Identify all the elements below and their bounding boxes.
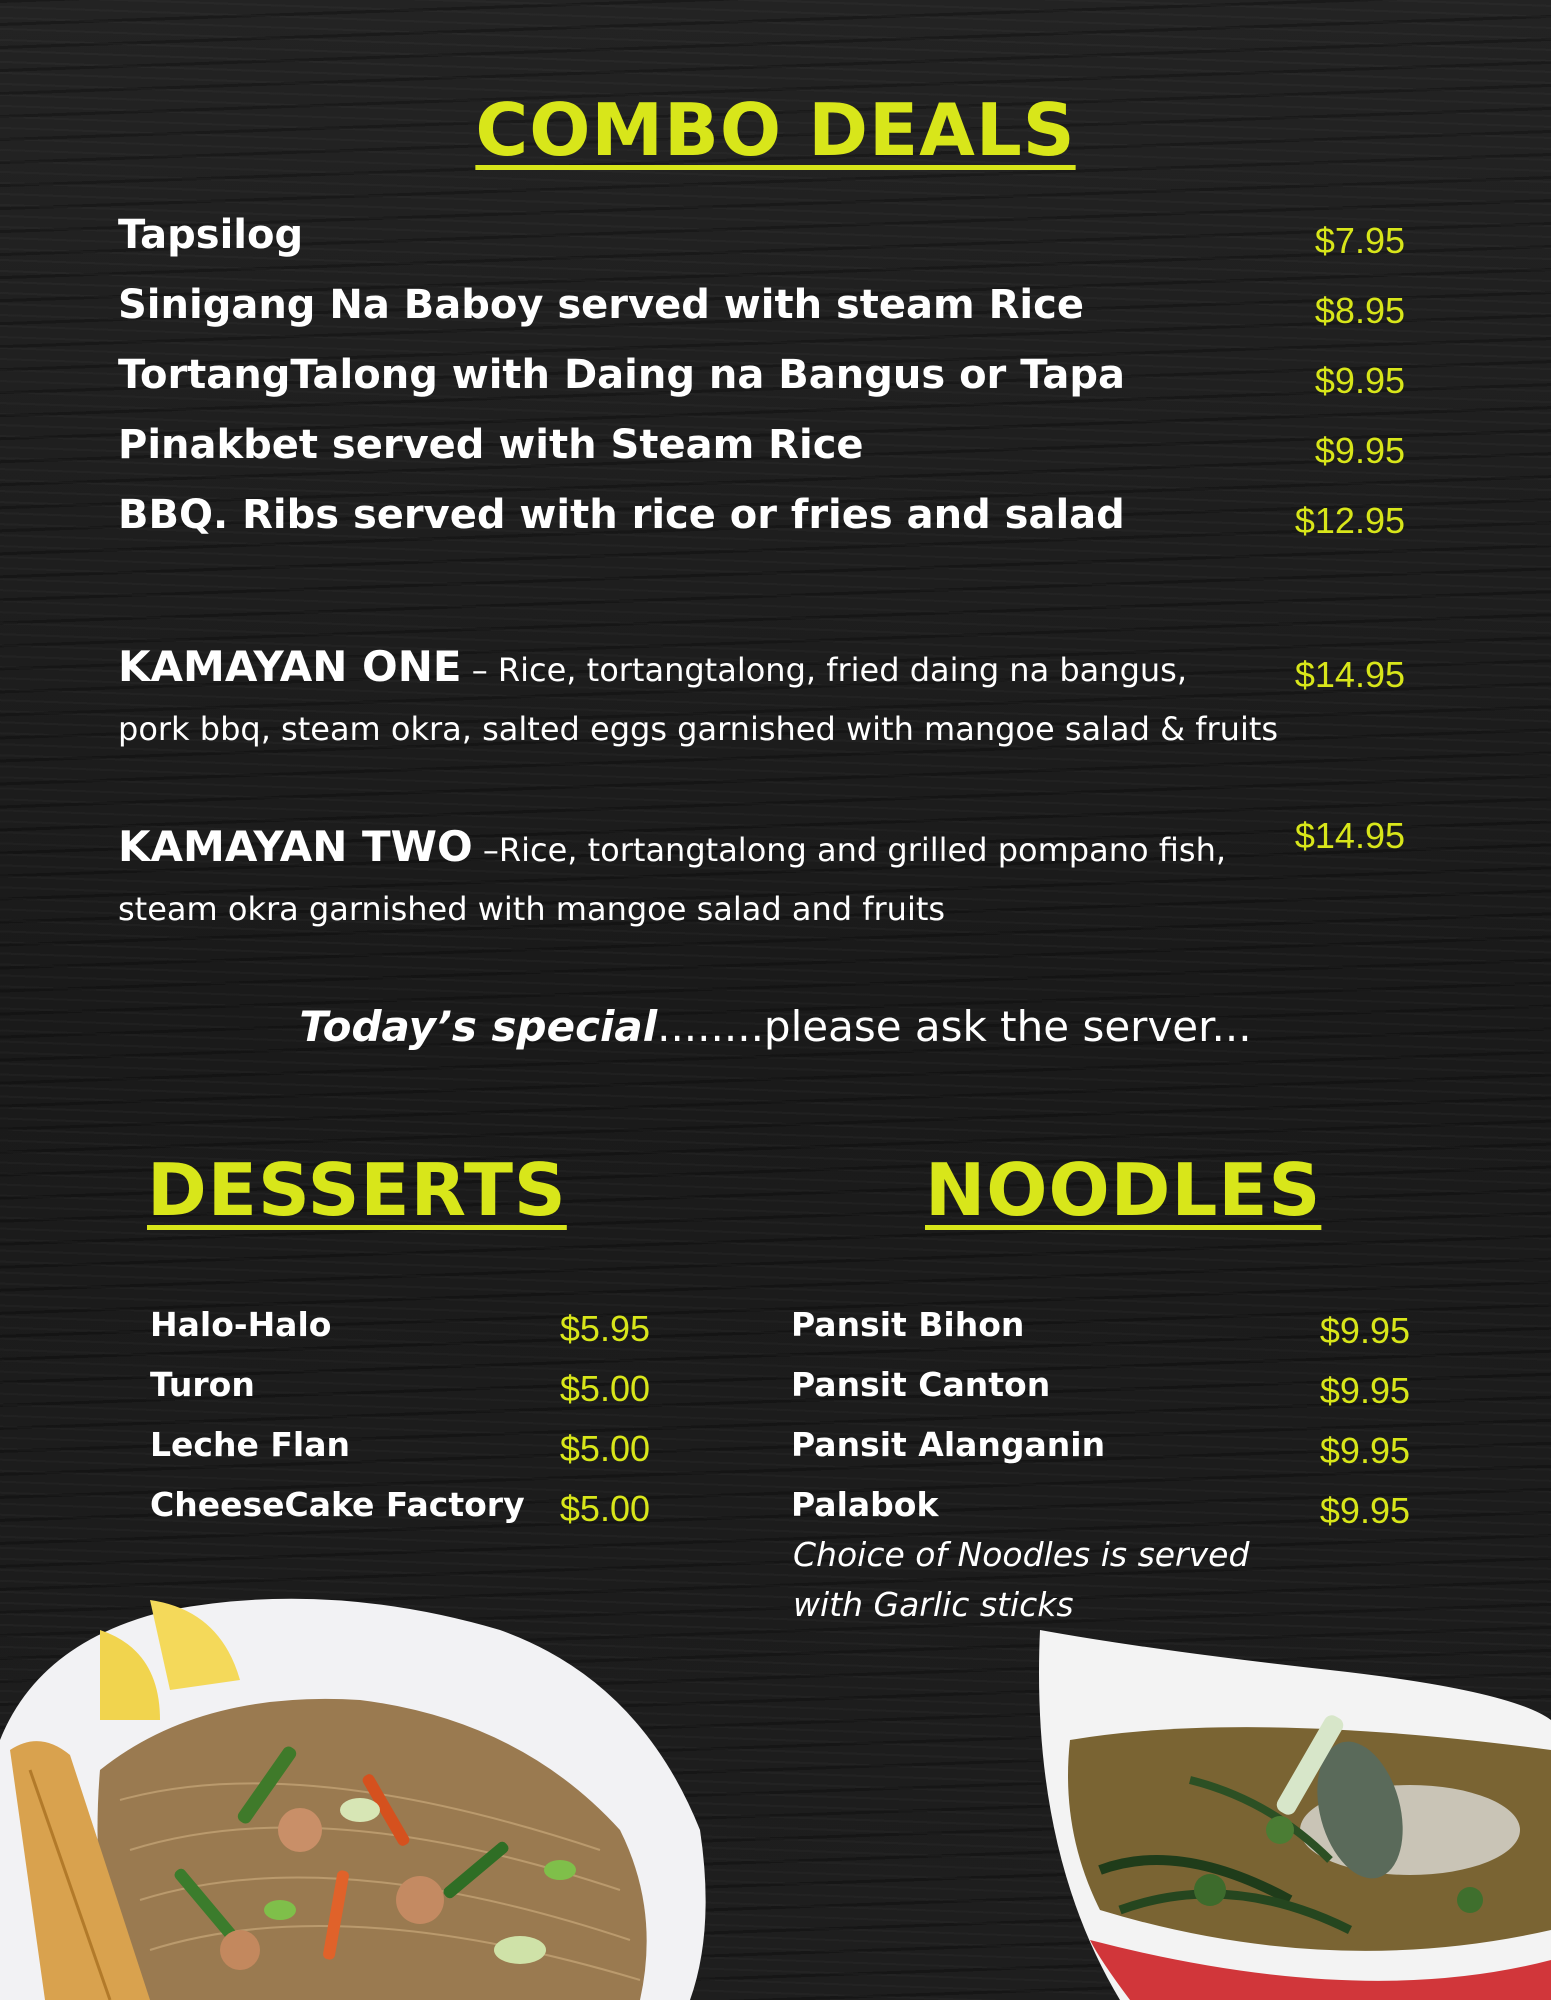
- kamayan-two-name: KAMAYAN TWO: [118, 822, 473, 871]
- todays-special: [0, 1002, 1551, 1051]
- combo-item-price: $9.95: [1314, 360, 1405, 401]
- kamayan-one-name: KAMAYAN ONE: [118, 642, 462, 691]
- combo-item-price: $8.95: [1314, 290, 1405, 331]
- dessert-item-price: $5.00: [559, 1428, 650, 1469]
- dessert-item-price: $5.95: [559, 1308, 650, 1349]
- noodles-note-line1: Choice of Noodles is served: [793, 1535, 1250, 1574]
- dessert-item-name: Halo-Halo: [150, 1305, 332, 1344]
- kamayan-two-line2: steam okra garnished with mangoe salad and fruits: [118, 890, 946, 928]
- dessert-item-price: $5.00: [559, 1368, 650, 1409]
- kamayan-two-desc: –Rice, tortangtalong and grilled pompano fish,: [472, 831, 1227, 869]
- noodles-heading: NOODLES: [925, 1148, 1322, 1232]
- noodle-item-name: Pansit Canton: [791, 1365, 1051, 1404]
- noodles-note-line2: with Garlic sticks: [793, 1585, 1074, 1624]
- combo-deals-heading: COMBO DEALS: [475, 88, 1076, 172]
- noodle-item-price: $9.95: [1319, 1370, 1410, 1411]
- noodle-item-name: Pansit Bihon: [791, 1305, 1025, 1344]
- combo-item-name: Tapsilog: [118, 212, 304, 258]
- kamayan-one-line2: pork bbq, steam okra, salted eggs garnished with mangoe salad & fruits: [118, 710, 1279, 748]
- combo-item-name: Pinakbet served with Steam Rice: [118, 422, 864, 468]
- noodle-item-name: Palabok: [791, 1485, 939, 1524]
- todays-special-label: Today’s special: [299, 1002, 658, 1051]
- dessert-item-name: Leche Flan: [150, 1425, 350, 1464]
- combo-item-name: Sinigang Na Baboy served with steam Rice: [118, 282, 1084, 328]
- combo-item-name: BBQ. Ribs served with rice or fries and salad: [118, 492, 1125, 538]
- combo-item-price: $9.95: [1314, 430, 1405, 471]
- kamayan-two-line1: [118, 822, 1226, 871]
- kamayan-two-price: $14.95: [1294, 815, 1405, 856]
- dessert-item-name: CheeseCake Factory: [150, 1485, 525, 1524]
- noodle-item-price: $9.95: [1319, 1310, 1410, 1351]
- noodle-item-name: Pansit Alanganin: [791, 1425, 1106, 1464]
- pansit-noodle-plate-photo: [0, 1570, 720, 2000]
- kamayan-one-desc: – Rice, tortangtalong, fried daing na bangus,: [461, 651, 1187, 689]
- desserts-heading: DESSERTS: [147, 1148, 567, 1232]
- dessert-item-name: Turon: [150, 1365, 255, 1404]
- kamayan-one-line1: [118, 642, 1187, 691]
- dessert-item-price: $5.00: [559, 1488, 650, 1529]
- combo-item-price: $7.95: [1314, 220, 1405, 261]
- combo-item-name: TortangTalong with Daing na Bangus or Tapa: [118, 352, 1125, 398]
- kamayan-one-price: $14.95: [1294, 654, 1405, 695]
- sinigang-fish-soup-bowl-photo: [1030, 1630, 1551, 2000]
- noodle-item-price: $9.95: [1319, 1490, 1410, 1531]
- noodle-item-price: $9.95: [1319, 1430, 1410, 1471]
- combo-item-price: $12.95: [1294, 500, 1405, 541]
- todays-special-text: ........please ask the server...: [657, 1002, 1252, 1051]
